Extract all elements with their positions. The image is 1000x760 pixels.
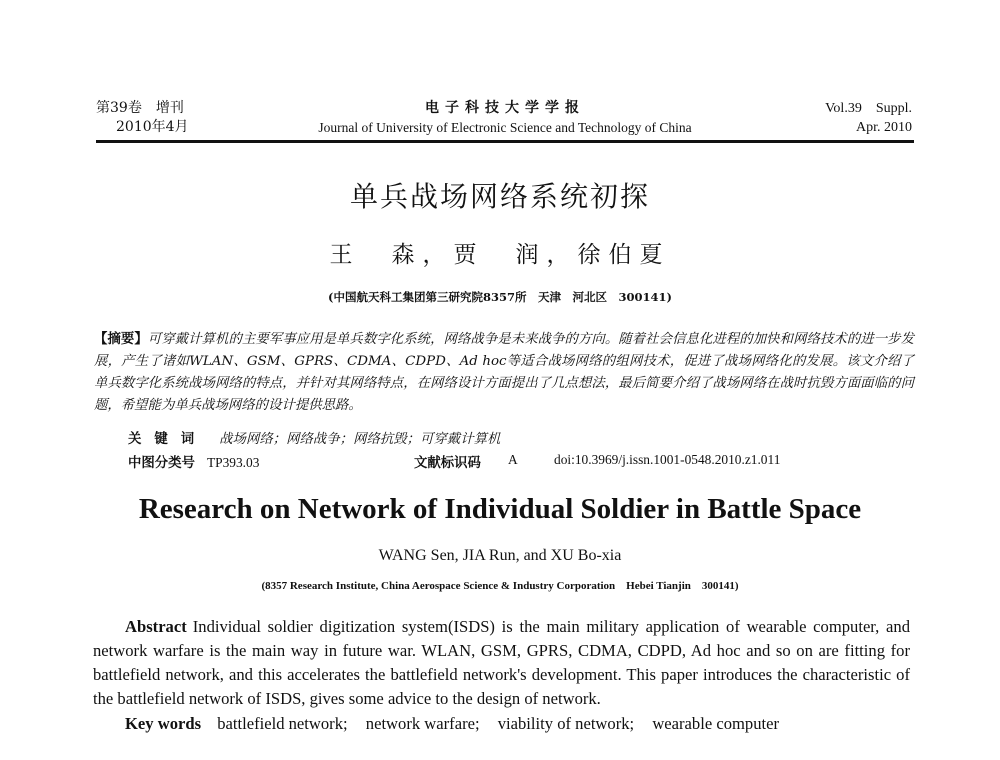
abstract-en (93, 615, 910, 711)
journal-header (96, 93, 914, 143)
doi: doi:10.3969/j.issn.1001-0548.2010.z1.011 (554, 452, 781, 467)
journal-name-en: Journal of University of Electronic Science and Technology of China (318, 120, 692, 135)
keywords-en-label: Key words (125, 714, 202, 733)
affiliation-cn: (中国航天科工集团第三研究院8357所 天津 河北区 300141) (328, 290, 672, 304)
classification-label: 中图分类号 (128, 455, 195, 471)
keywords-en (125, 714, 793, 734)
document-code: A (508, 452, 518, 467)
abstract-en-text: Individual soldier digitization system(ISDS) is the main military application of wearable computer, and network warfare is the main way in future war. WLAN, GSM, GPRS, CDMA, CDPD, Ad hoc and so on are fitting for battlefield network, and this accelerates the battlefield network's development. This paper introduces the characteristic of the battlefield network of ISDS, gives some advice to the design of network. (93, 617, 910, 708)
abstract-cn-label: 【摘要】 (94, 331, 148, 347)
header-rule (96, 140, 914, 143)
affiliation-en: (8357 Research Institute, China Aerospace Science & Industry Corporation Hebei Tianjin 300141) (261, 580, 739, 592)
authors-cn: 王 森，贾 润，徐伯夏 (329, 242, 671, 268)
header-center (96, 99, 914, 137)
date-en: Apr. 2010 (856, 120, 912, 135)
abstract-cn-text: 可穿戴计算机的主要军事应用是单兵数字化系统，网络战争是未来战争的方向。随着社会信息化进程的加快和网络技术的进一步发展，产生了诸如WLAN、GSM、GPRS、CDMA、CDPD、Ad hoc等适合战场网络的组网技术，促进了战场网络化的发展。该文介绍了单兵数字化系统战场网络的特点，并针对其网络特点，在网络设计方面提出了几点想法，最后简要介绍了战场网络在战时抗毁方面面临的问题，希望能为单兵战场网络的设计提供思路。 (94, 332, 915, 413)
classification-code: TP393.03 (206, 455, 260, 470)
keyword-en: network warfare; (365, 714, 480, 733)
abstract-cn (94, 328, 914, 417)
keywords-cn-label: 关键词 (128, 431, 208, 447)
abstract-en-label: Abstract (125, 617, 187, 636)
keyword-en: battlefield network; (217, 714, 348, 733)
volume-cn: 第39卷 增刊 (96, 100, 184, 116)
keywords-cn (128, 428, 500, 447)
keyword-en: viability of network; (497, 714, 635, 733)
date-cn: 2010年4月 (116, 119, 189, 135)
paper-title-cn: 单兵战场网络系统初探 (349, 180, 650, 213)
header-right (825, 99, 912, 137)
paper-title-en: Research on Network of Individual Soldier in Battle Space (138, 493, 862, 525)
keyword-en: wearable computer (652, 714, 780, 733)
volume-en: Vol.39 Suppl. (825, 101, 912, 116)
keywords-cn-terms: 战场网络；网络战争；网络抗毁；可穿戴计算机 (219, 432, 501, 447)
journal-name-cn: 电子科技大学学报 (425, 100, 585, 116)
classification-line (128, 452, 928, 471)
authors-en: WANG Sen, JIA Run, and XU Bo-xia (378, 547, 622, 564)
document-code-label: 文献标识码 (414, 455, 481, 471)
